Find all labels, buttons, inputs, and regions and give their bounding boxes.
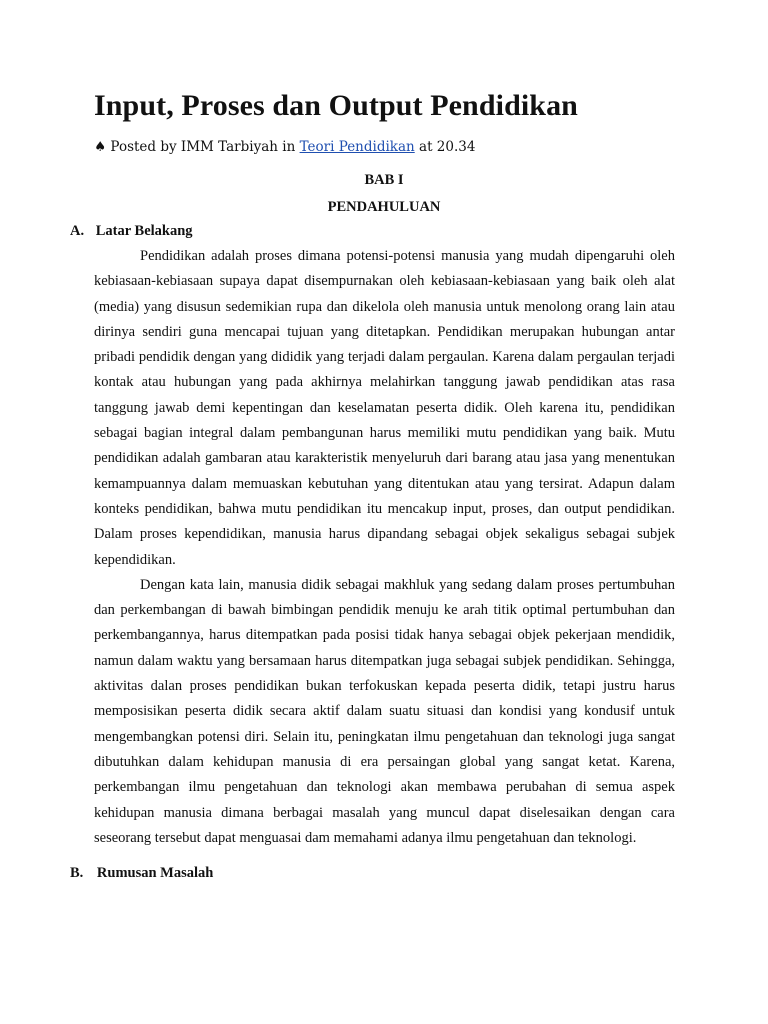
chapter-number: BAB I bbox=[364, 172, 404, 188]
section-a-heading bbox=[70, 221, 193, 241]
paragraph-1: Pendidikan adalah proses dimana potensi-potensi manusia yang mudah dipengaruhi oleh kebiasaan-kebiasaan supaya dapat disempurnakan oleh kebiasaan-kebiasaan yang baik oleh alat (media) yang disusun sedemikian rupa dan dikelola oleh manusia untuk menolong orang lain atau dirinya sendiri guna mencapai tujuan yang ditetapkan. Pendidikan merupakan hubungan antar pribadi pendidik dengan yang dididik yang terjadi dalam pergaulan. Karena dalam pergaulan terjadi kontak atau hubungan yang pada akhirnya melahirkan tanggung jawab pendidikan atas rasa tanggung jawab demi kepentingan dan keselamatan peserta didik. Oleh karena itu, pendidikan sebagai bagian integral dalam pembangunan harus memiliki mutu pendidikan yang baik. Mutu pendidikan adalah gambaran atau karakteristik menyeluruh dari barang atau jasa yang menentukan kemampuannya dalam memuaskan kebutuhan yang ditentukan atau yang tersirat. Adapun dalam konteks pendidikan, bahwa mutu pendidikan itu mencakup input, proses, dan output pendidikan. Dalam proses kependidikan, manusia harus dipandang sebagai objek sekaligus sebagai subjek kependidikan. bbox=[94, 248, 675, 568]
post-meta bbox=[94, 137, 475, 157]
posted-by-text: Posted by IMM Tarbiyah in bbox=[110, 139, 296, 155]
category-link[interactable]: Teori Pendidikan bbox=[299, 139, 415, 155]
post-time: 20.34 bbox=[436, 139, 476, 155]
page-title: Input, Proses dan Output Pendidikan bbox=[94, 89, 578, 122]
time-prefix: at bbox=[419, 139, 433, 155]
section-a-title: Latar Belakang bbox=[95, 223, 193, 239]
section-a-marker: A. bbox=[70, 223, 85, 239]
section-b-heading bbox=[70, 863, 213, 883]
spade-icon: ♠ bbox=[94, 139, 107, 155]
section-b-title: Rumusan Masalah bbox=[96, 865, 214, 881]
chapter-title: PENDAHULUAN bbox=[327, 199, 441, 215]
section-b-marker: B. bbox=[70, 865, 84, 881]
section-a-body bbox=[94, 244, 675, 851]
paragraph-2: Dengan kata lain, manusia didik sebagai makhluk yang sedang dalam proses pertumbuhan dan perkembangan di bawah bimbingan pendidik menuju ke arah titik optimal pertumbuhan dan perkembangannya, harus ditempatkan pada posisi tidak hanya sebagai objek pekerjaan mendidik, namun dalam waktu yang bersamaan harus ditempatkan juga sebagai subjek pendidikan. Sehingga, aktivitas dalan proses pendidikan bukan terfokuskan kepada peserta didik, tetapi justru harus memposisikan peserta didik secara aktif dalam suatu situasi dan kondisi yang kondusif untuk mengembangkan potensi diri. Selain itu, peningkatan ilmu pengetahuan dan teknologi juga sangat dibutuhkan dalam kehidupan manusia di era persaingan global yang sangat ketat. Karena, perkembangan ilmu pengetahuan dan teknologi akan membawa perubahan di semua aspek kehidupan manusia dimana berbagai masalah yang muncul dapat diselesaikan dengan cara seseorang tersebut dapat menguasai dam memahami adanya ilmu pengetahuan dan teknologi. bbox=[94, 576, 675, 846]
